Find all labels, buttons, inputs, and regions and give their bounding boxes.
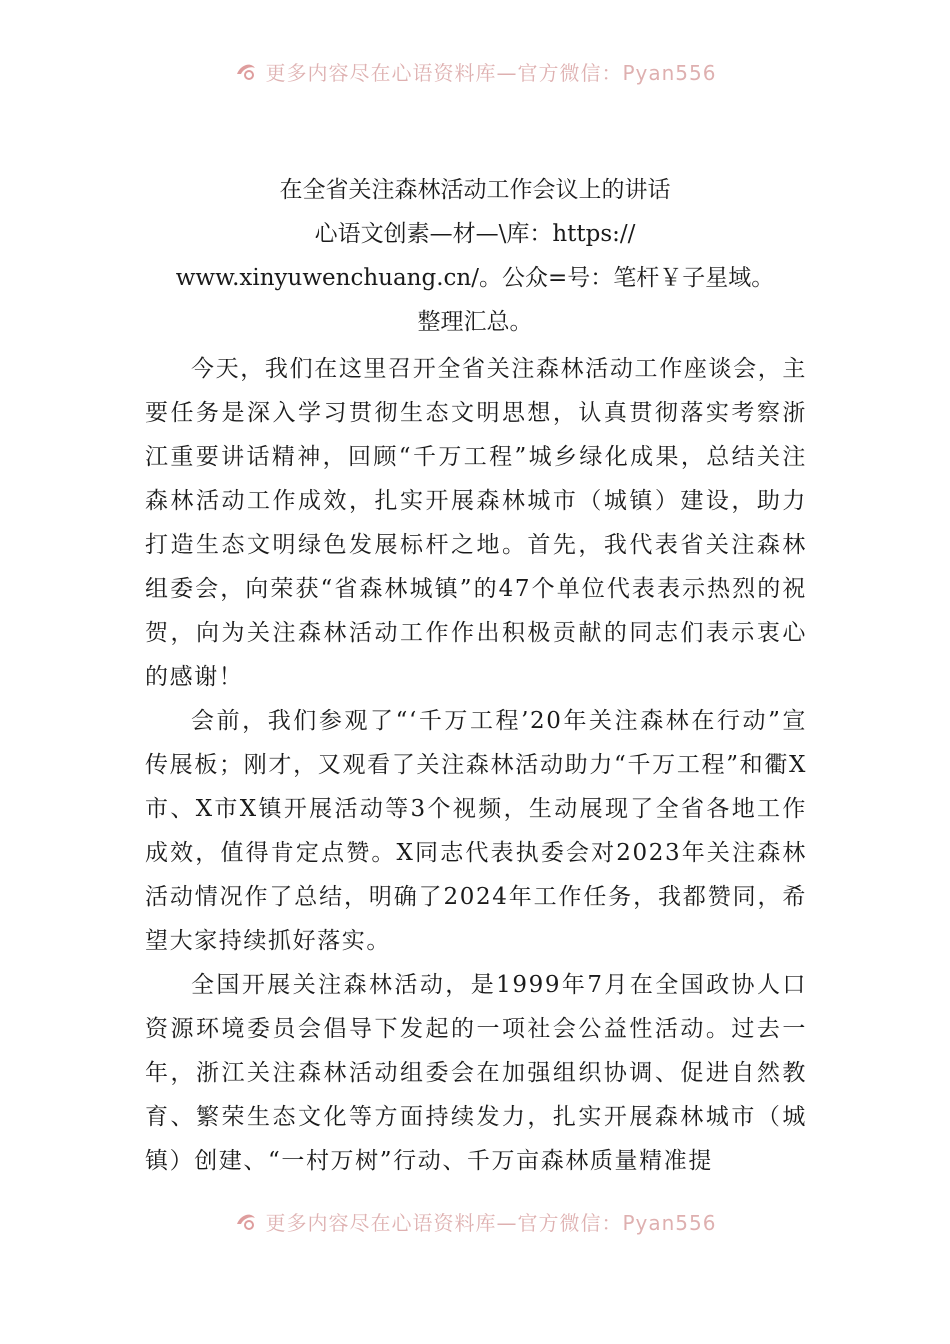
watermark-logo-icon [233, 1210, 259, 1232]
paragraph: 全国开展关注森林活动，是1999年7月在全国政协人口资源环境委员会倡导下发起的一项社会公益性活动。过去一年，浙江关注森林活动组委会在加强组织协调、促进自然教育、繁荣生态文化等方面持续发力，扎实开展森林城市（城镇）创建、“一村万树”行动、千万亩森林质量精准提 [145, 972, 807, 1174]
document-body [145, 347, 807, 1183]
watermark-text: 更多内容尽在心语资料库—官方微信：Pyan556 [265, 60, 717, 85]
paragraph: 今天，我们在这里召开全省关注森林活动工作座谈会，主要任务是深入学习贯彻生态文明思想，认真贯彻落实考察浙江重要讲话精神，回顾“千万工程”城乡绿化成果，总结关注森林活动工作成效，扎实开展森林城市（城镇）建设，助力打造生态文明绿色发展标杆之地。首先，我代表省关注森林组委会，向荣获“省森林城镇”的47个单位代表表示热烈的祝贺，向为关注森林活动工作作出积极贡献的同志们表示衷心的感谢！ [145, 356, 807, 690]
watermark-text: 更多内容尽在心语资料库—官方微信：Pyan556 [265, 1210, 717, 1235]
watermark-logo-icon [233, 60, 259, 82]
document-title-block [145, 168, 805, 344]
watermark-header [0, 56, 950, 86]
document-title: 在全省关注森林活动工作会议上的讲话 [279, 177, 671, 203]
source-line-1: 心语文创素—材—\库：https:// [314, 221, 636, 247]
source-line-3: 整理汇总。 [417, 309, 533, 335]
source-line-2: www.xinyuwenchuang.cn/。公众=号：笔杆￥子星域。 [175, 265, 775, 291]
watermark-footer [0, 1206, 950, 1236]
paragraph: 会前，我们参观了“‘千万工程’20年关注森林在行动”宣传展板；刚才，又观看了关注森林活动助力“千万工程”和衢X市、X市X镇开展活动等3个视频，生动展现了全省各地工作成效，值得肯定点赞。X同志代表执委会对2023年关注森林活动情况作了总结，明确了2024年工作任务，我都赞同，希望大家持续抓好落实。 [145, 708, 807, 954]
